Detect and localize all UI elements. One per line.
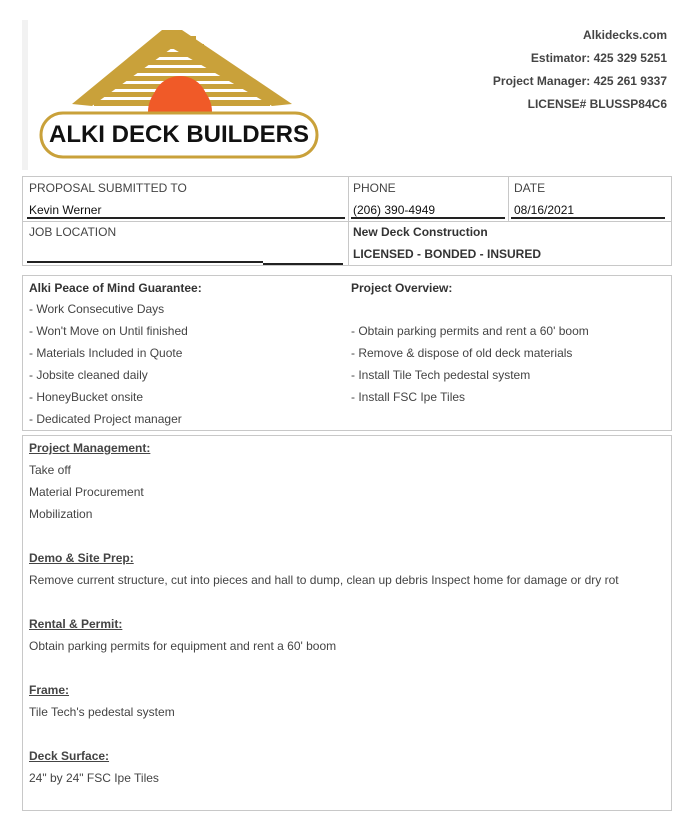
- overview-list: [351, 320, 589, 408]
- overview-title: Project Overview:: [351, 281, 453, 295]
- guarantee-item: - Materials Included in Quote: [29, 346, 183, 360]
- logo-text: ALKI DECK BUILDERS: [48, 121, 309, 148]
- guarantee-item: - Won't Move on Until finished: [29, 324, 188, 338]
- license-number: LICENSE# BLUSSP84C6: [527, 97, 667, 111]
- date-underline: [511, 217, 665, 219]
- guarantee-item: - Jobsite cleaned daily: [29, 368, 148, 382]
- frame-text: Tile Tech's pedestal system: [29, 705, 175, 719]
- estimator-phone: Estimator: 425 329 5251: [530, 51, 667, 65]
- proposal-label: PROPOSAL SUBMITTED TO: [29, 181, 187, 195]
- proposal-underline: [27, 217, 345, 219]
- demo-title: Demo & Site Prep:: [29, 551, 134, 565]
- phone-label: PHONE: [353, 181, 396, 195]
- scope-box: [22, 435, 672, 811]
- guarantee-list: [29, 298, 188, 430]
- surface-text: 24" by 24" FSC Ipe Tiles: [29, 771, 159, 785]
- guarantee-item: - HoneyBucket onsite: [29, 390, 144, 404]
- proposal-value: Kevin Werner: [29, 203, 102, 217]
- company-website: Alkidecks.com: [582, 28, 667, 42]
- management-line: Mobilization: [29, 507, 93, 521]
- management-line: Take off: [29, 463, 71, 477]
- licensed-bonded-insured: LICENSED - BONDED - INSURED: [353, 247, 542, 261]
- guarantee-item: - Dedicated Project manager: [29, 412, 182, 426]
- management-title: Project Management:: [29, 441, 151, 455]
- management-line: Material Procurement: [29, 485, 144, 499]
- rental-title: Rental & Permit:: [29, 617, 123, 631]
- frame-title: Frame:: [29, 683, 70, 697]
- overview-item: - Remove & dispose of old deck materials: [351, 346, 573, 360]
- job-location-label: JOB LOCATION: [29, 225, 117, 239]
- project-manager-phone: Project Manager: 425 261 9337: [492, 74, 667, 88]
- phone-value: (206) 390-4949: [353, 203, 436, 217]
- surface-title: Deck Surface:: [29, 749, 110, 763]
- guarantee-item: - Work Consecutive Days: [29, 302, 165, 316]
- job-location-underline-2: [263, 263, 343, 265]
- demo-text: Remove current structure, cut into pieces and hall to dump, clean up debris Inspect home for damage or dry rot: [29, 573, 619, 587]
- overview-item: - Install FSC Ipe Tiles: [351, 390, 466, 404]
- phone-underline: [351, 217, 505, 219]
- guarantee-overview-box: [22, 275, 672, 431]
- job-type: New Deck Construction: [353, 225, 488, 239]
- rental-text: Obtain parking permits for equipment and rent a 60' boom: [29, 639, 337, 653]
- company-logo: [22, 20, 332, 170]
- date-value: 08/16/2021: [514, 203, 575, 217]
- overview-item: - Obtain parking permits and rent a 60' boom: [351, 324, 589, 338]
- info-table: [22, 176, 672, 266]
- date-label: DATE: [514, 181, 546, 195]
- job-location-underline: [27, 261, 263, 263]
- company-contact: [493, 24, 667, 116]
- overview-item: - Install Tile Tech pedestal system: [351, 368, 531, 382]
- guarantee-title: Alki Peace of Mind Guarantee:: [29, 281, 202, 295]
